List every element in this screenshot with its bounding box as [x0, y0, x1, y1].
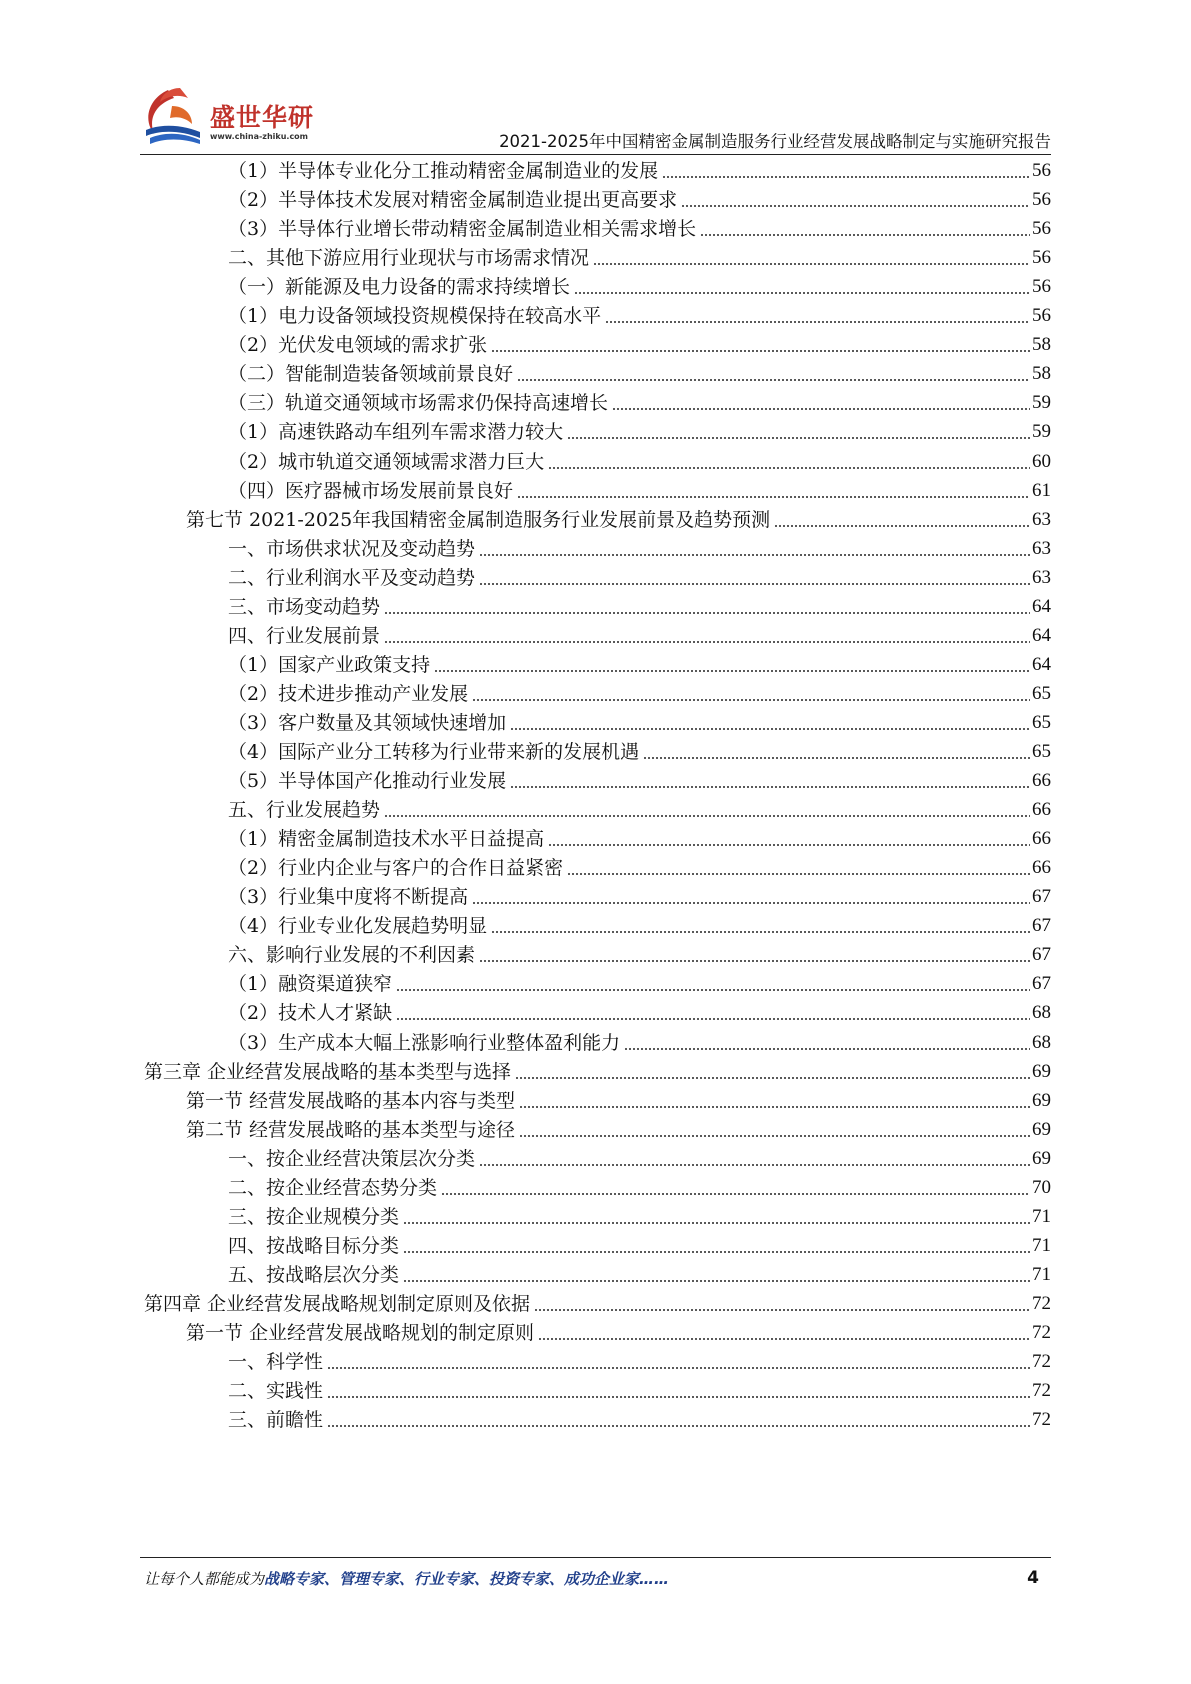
toc-entry[interactable]	[0, 936, 1191, 968]
toc-entry-page: 72	[1032, 1409, 1051, 1431]
toc-entry-label: （3）客户数量及其领域快速增加	[228, 711, 507, 734]
toc-entry-page: 72	[1032, 1351, 1051, 1373]
toc-dot-leader	[479, 583, 1030, 585]
toc-entry[interactable]	[0, 733, 1191, 765]
toc-dot-leader	[479, 1164, 1030, 1166]
toc-dot-leader	[327, 1367, 1030, 1369]
toc-entry-label: （1）半导体专业化分工推动精密金属制造业的发展	[228, 160, 659, 182]
toc-entry[interactable]	[0, 646, 1191, 678]
toc-dot-leader	[519, 1106, 1030, 1108]
toc-dot-leader	[327, 1396, 1030, 1398]
toc-dot-leader	[479, 554, 1030, 556]
toc-entry-label: （3）半导体行业增长带动精密金属制造业相关需求增长	[228, 218, 697, 241]
toc-dot-leader	[515, 1077, 1030, 1079]
toc-dot-leader	[517, 379, 1030, 381]
toc-entry-page: 61	[1032, 479, 1051, 501]
toc-entry-page: 66	[1032, 770, 1051, 792]
page-footer	[144, 1568, 1051, 1600]
toc-entry[interactable]	[0, 239, 1191, 271]
toc-entry[interactable]	[0, 181, 1191, 213]
report-title: 2021-2025年中国精密金属制造服务行业经营发展战略制定与实施研究报告	[499, 132, 1051, 151]
toc-entry-page: 59	[1032, 392, 1051, 414]
toc-entry[interactable]	[0, 907, 1191, 939]
toc-entry[interactable]	[0, 152, 1191, 184]
toc-entry-page: 72	[1032, 1380, 1051, 1402]
toc-entry[interactable]	[0, 849, 1191, 881]
toc-dot-leader	[434, 670, 1030, 672]
toc-entry-label: 一、科学性	[228, 1351, 324, 1374]
toc-entry-page: 56	[1032, 305, 1051, 327]
toc-entry-label: 六、影响行业发展的不利因素	[228, 944, 476, 967]
toc-dot-leader	[605, 321, 1030, 323]
toc-dot-leader	[384, 641, 1030, 643]
toc-entry-page: 59	[1032, 421, 1051, 443]
toc-dot-leader	[384, 612, 1030, 614]
toc-entry-label: 五、行业发展趋势	[228, 799, 381, 822]
toc-entry[interactable]	[0, 588, 1191, 620]
toc-entry-page: 56	[1032, 160, 1051, 181]
toc-entry[interactable]	[0, 1053, 1191, 1085]
toc-entry-page: 67	[1032, 973, 1051, 995]
toc-dot-leader	[681, 205, 1030, 207]
toc-entry[interactable]	[0, 1082, 1191, 1114]
toc-entry-label: 第三章 企业经营发展战略的基本类型与选择	[144, 1060, 512, 1083]
toc-entry[interactable]	[0, 384, 1191, 416]
toc-entry-page: 56	[1032, 247, 1051, 269]
toc-entry[interactable]	[0, 1285, 1191, 1317]
toc-dot-leader	[472, 902, 1030, 904]
toc-entry-page: 69	[1032, 1060, 1051, 1082]
toc-entry-label: 四、按战略目标分类	[228, 1234, 400, 1257]
toc-entry-page: 71	[1032, 1234, 1051, 1256]
toc-entry-page: 63	[1032, 508, 1051, 530]
toc-entry-label: （四）医疗器械市场发展前景良好	[228, 479, 514, 502]
toc-entry-page: 68	[1032, 1031, 1051, 1053]
toc-entry[interactable]	[0, 675, 1191, 707]
toc-entry[interactable]	[0, 559, 1191, 591]
toc-dot-leader	[774, 525, 1030, 527]
toc-entry[interactable]	[0, 355, 1191, 387]
toc-dot-leader	[548, 844, 1030, 846]
toc-entry-label: 一、按企业经营决策层次分类	[228, 1147, 476, 1170]
toc-entry[interactable]	[0, 704, 1191, 736]
toc-entry-label: 一、市场供求状况及变动趋势	[228, 537, 476, 560]
toc-entry[interactable]	[0, 965, 1191, 997]
toc-entry-label: （二）智能制造装备领域前景良好	[228, 363, 514, 386]
toc-entry-label: （1）融资渠道狭窄	[228, 973, 393, 996]
toc-entry-label: 第七节 2021-2025年我国精密金属制造服务行业发展前景及趋势预测	[186, 508, 771, 531]
toc-dot-leader	[403, 1222, 1030, 1224]
toc-entry[interactable]	[0, 472, 1191, 504]
toc-dot-leader	[567, 873, 1030, 875]
toc-entry[interactable]	[0, 1198, 1191, 1230]
toc-dot-leader	[491, 931, 1030, 933]
toc-dot-leader	[510, 728, 1030, 730]
page-header	[0, 0, 1191, 160]
toc-dot-leader	[396, 1018, 1030, 1020]
toc-entry-label: 三、按企业规模分类	[228, 1205, 400, 1228]
toc-entry-page: 58	[1032, 363, 1051, 385]
toc-dot-leader	[403, 1280, 1030, 1282]
toc-entry[interactable]	[0, 617, 1191, 649]
toc-dot-leader	[491, 350, 1030, 352]
toc-entry-label: （5）半导体国产化推动行业发展	[228, 770, 507, 793]
toc-dot-leader	[574, 292, 1030, 294]
toc-entry-label: （4）行业专业化发展趋势明显	[228, 915, 488, 938]
toc-dot-leader	[548, 467, 1030, 469]
toc-entry[interactable]	[0, 1314, 1191, 1346]
toc-entry-label: （2）行业内企业与客户的合作日益紧密	[228, 857, 564, 880]
footer-divider	[140, 1557, 1051, 1558]
toc-entry[interactable]	[0, 1343, 1191, 1375]
toc-dot-leader	[624, 1048, 1030, 1050]
logo-url: www.china-zhiku.com	[210, 132, 309, 141]
toc-entry-page: 65	[1032, 682, 1051, 704]
toc-dot-leader	[534, 1309, 1030, 1311]
toc-entry[interactable]	[0, 762, 1191, 794]
toc-entry-label: （2）技术人才紧缺	[228, 1002, 393, 1025]
toc-entry-page: 72	[1032, 1292, 1051, 1314]
toc-entry-page: 72	[1032, 1322, 1051, 1343]
toc-dot-leader	[327, 1425, 1030, 1427]
toc-entry[interactable]	[0, 268, 1191, 300]
toc-entry-label: 二、实践性	[228, 1380, 324, 1403]
toc-entry-label: 五、按战略层次分类	[228, 1263, 400, 1286]
toc-entry-label: （三）轨道交通领域市场需求仍保持高速增长	[228, 392, 609, 415]
toc-entry-label: （2）城市轨道交通领域需求潜力巨大	[228, 450, 545, 473]
toc-dot-leader	[441, 1193, 1030, 1195]
toc-dot-leader	[538, 1338, 1030, 1340]
toc-entry[interactable]	[0, 1169, 1191, 1201]
toc-entry-page: 68	[1032, 1002, 1051, 1024]
toc-dot-leader	[517, 496, 1030, 498]
toc-entry[interactable]	[0, 791, 1191, 823]
toc-entry-label: （2）技术进步推动产业发展	[228, 682, 469, 705]
toc-entry-page: 71	[1032, 1205, 1051, 1227]
toc-entry-label: 二、按企业经营态势分类	[228, 1176, 438, 1199]
toc-entry-label: （1）精密金属制造技术水平日益提高	[228, 828, 545, 851]
toc-dot-leader	[472, 699, 1030, 701]
toc-entry-label: 三、前瞻性	[228, 1409, 324, 1432]
toc-entry-label: （1）高速铁路动车组列车需求潜力较大	[228, 421, 564, 444]
toc-entry-page: 63	[1032, 537, 1051, 559]
toc-entry-label: 二、行业利润水平及变动趋势	[228, 566, 476, 589]
toc-entry-page: 67	[1032, 915, 1051, 937]
toc-dot-leader	[700, 234, 1030, 236]
toc-entry-page: 67	[1032, 944, 1051, 966]
toc-entry-page: 65	[1032, 741, 1051, 762]
toc-entry[interactable]	[0, 1140, 1191, 1172]
toc-dot-leader	[396, 989, 1030, 991]
toc-entry-page: 60	[1032, 450, 1051, 472]
toc-entry-label: （4）国际产业分工转移为行业带来新的发展机遇	[228, 741, 640, 763]
toc-entry-page: 70	[1032, 1176, 1051, 1198]
toc-entry-page: 64	[1032, 624, 1051, 646]
toc-entry-label: 二、其他下游应用行业现状与市场需求情况	[228, 247, 590, 270]
footer-slogan-prefix: 让每个人都能成为	[144, 1570, 265, 1588]
toc-entry-page: 65	[1032, 711, 1051, 733]
toc-entry-page: 64	[1032, 595, 1051, 617]
toc-dot-leader	[612, 408, 1030, 410]
toc-entry[interactable]	[0, 1227, 1191, 1259]
toc-entry[interactable]	[0, 501, 1191, 533]
toc-entry-page: 69	[1032, 1147, 1051, 1169]
toc-dot-leader	[567, 437, 1030, 439]
toc-dot-leader	[384, 815, 1030, 817]
toc-dot-leader	[479, 960, 1030, 962]
toc-entry-label: 第二节 经营发展战略的基本类型与途径	[186, 1118, 516, 1141]
toc-entry[interactable]	[0, 1256, 1191, 1288]
toc-dot-leader	[403, 1251, 1030, 1253]
toc-entry-page: 67	[1032, 886, 1051, 908]
toc-entry-page: 64	[1032, 653, 1051, 675]
toc-entry-label: 四、行业发展前景	[228, 624, 381, 647]
toc-entry-page: 69	[1032, 1089, 1051, 1111]
toc-entry[interactable]	[0, 820, 1191, 852]
toc-entry-label: （1）电力设备领域投资规模保持在较高水平	[228, 305, 602, 328]
toc-entry-label: 三、市场变动趋势	[228, 595, 381, 618]
page-number: 4	[1027, 1568, 1039, 1588]
logo-name: 盛世华研	[210, 103, 315, 132]
toc-entry[interactable]	[0, 1024, 1191, 1056]
toc-entry-page: 63	[1032, 566, 1051, 588]
toc-entry[interactable]	[0, 1111, 1191, 1143]
toc-entry[interactable]	[0, 1372, 1191, 1404]
toc-entry-page: 69	[1032, 1118, 1051, 1140]
toc-dot-leader	[510, 786, 1030, 788]
toc-entry[interactable]	[0, 443, 1191, 475]
toc-entry[interactable]	[0, 1401, 1191, 1433]
toc-entry-label: （3）行业集中度将不断提高	[228, 886, 469, 909]
toc-entry-label: （2）半导体技术发展对精密金属制造业提出更高要求	[228, 189, 678, 212]
toc-entry-label: （1）国家产业政策支持	[228, 653, 431, 676]
toc-entry[interactable]	[0, 297, 1191, 329]
toc-entry-label: 第一节 企业经营发展战略规划的制定原则	[186, 1322, 535, 1344]
toc-entry[interactable]	[0, 530, 1191, 562]
toc-entry[interactable]	[0, 878, 1191, 910]
toc-entry-page: 66	[1032, 857, 1051, 879]
toc-entry-label: 第四章 企业经营发展战略规划制定原则及依据	[144, 1292, 531, 1315]
toc-dot-leader	[593, 263, 1030, 265]
toc-entry-page: 58	[1032, 334, 1051, 356]
toc-entry-label: （一）新能源及电力设备的需求持续增长	[228, 276, 571, 299]
toc-dot-leader	[643, 757, 1030, 759]
toc-entry[interactable]	[0, 326, 1191, 358]
toc-entry-page: 71	[1032, 1263, 1051, 1285]
toc-entry[interactable]	[0, 994, 1191, 1026]
toc-entry-page: 66	[1032, 828, 1051, 850]
toc-entry-page: 56	[1032, 218, 1051, 240]
toc-entry[interactable]	[0, 210, 1191, 242]
toc-entry-label: （2）光伏发电领域的需求扩张	[228, 334, 488, 357]
toc-entry[interactable]	[0, 413, 1191, 445]
toc-entry-page: 66	[1032, 799, 1051, 821]
footer-slogan-highlight: 战略专家、管理专家、行业专家、投资专家、成功企业家……	[264, 1570, 670, 1588]
toc-dot-leader	[662, 176, 1030, 178]
toc-entry-label: 第一节 经营发展战略的基本内容与类型	[186, 1089, 516, 1112]
toc-entry-label: （3）生产成本大幅上涨影响行业整体盈利能力	[228, 1031, 621, 1054]
toc-entry-page: 56	[1032, 189, 1051, 211]
toc-dot-leader	[519, 1135, 1030, 1137]
toc-entry-page: 56	[1032, 276, 1051, 298]
